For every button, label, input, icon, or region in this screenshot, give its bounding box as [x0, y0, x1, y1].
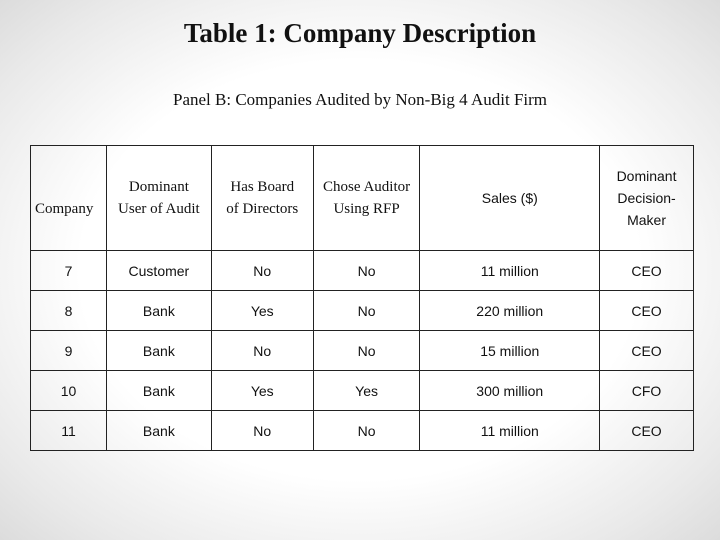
cell-decision-maker: CFO [600, 371, 694, 411]
header-sales-label: Sales ($) [481, 190, 538, 206]
header-board-line2: of Directors [226, 201, 299, 217]
cell-company: 10 [31, 371, 107, 411]
header-dominant-user [106, 146, 211, 251]
cell-decision-maker: CEO [600, 251, 694, 291]
table-row [31, 331, 694, 371]
page-title: Table 1: Company Description [183, 18, 537, 48]
header-board-line1: Has Board [230, 179, 295, 195]
cell-company: 7 [31, 251, 107, 291]
cell-rfp: No [313, 331, 420, 371]
header-decision-maker [600, 146, 694, 251]
table-header-row [31, 146, 694, 251]
cell-board: Yes [211, 291, 313, 331]
header-decision-maker-line2: Decision- [617, 190, 676, 206]
cell-decision-maker: CEO [600, 331, 694, 371]
cell-sales: 300 million [420, 371, 600, 411]
cell-user: Customer [106, 251, 211, 291]
header-rfp-line1: Chose Auditor [323, 179, 411, 195]
header-decision-maker-line3: Maker [627, 212, 666, 228]
cell-user: Bank [106, 371, 211, 411]
cell-user: Bank [106, 291, 211, 331]
cell-decision-maker: CEO [600, 411, 694, 451]
panel-subtitle: Panel B: Companies Audited by Non-Big 4 Audit Firm [173, 90, 547, 109]
cell-rfp: No [313, 291, 420, 331]
table-row [31, 251, 694, 291]
header-company-label: Company [35, 201, 94, 217]
header-sales [420, 146, 600, 251]
header-company [31, 146, 107, 251]
cell-company: 9 [31, 331, 107, 371]
cell-rfp: No [313, 411, 420, 451]
table-row [31, 411, 694, 451]
cell-company: 11 [31, 411, 107, 451]
company-table [30, 145, 694, 451]
cell-board: No [211, 411, 313, 451]
cell-board: No [211, 251, 313, 291]
header-decision-maker-line1: Dominant [616, 168, 677, 184]
header-rfp-line2: Using RFP [333, 201, 400, 217]
cell-sales: 220 million [420, 291, 600, 331]
cell-decision-maker: CEO [600, 291, 694, 331]
cell-sales: 15 million [420, 331, 600, 371]
table-row [31, 371, 694, 411]
cell-sales: 11 million [420, 411, 600, 451]
header-board [211, 146, 313, 251]
cell-board: Yes [211, 371, 313, 411]
header-dominant-user-line1: Dominant [128, 179, 189, 195]
cell-rfp: Yes [313, 371, 420, 411]
cell-user: Bank [106, 331, 211, 371]
cell-rfp: No [313, 251, 420, 291]
cell-board: No [211, 331, 313, 371]
header-dominant-user-line2: User of Audit [118, 201, 200, 217]
cell-company: 8 [31, 291, 107, 331]
table-row [31, 291, 694, 331]
cell-user: Bank [106, 411, 211, 451]
cell-sales: 11 million [420, 251, 600, 291]
header-rfp [313, 146, 420, 251]
